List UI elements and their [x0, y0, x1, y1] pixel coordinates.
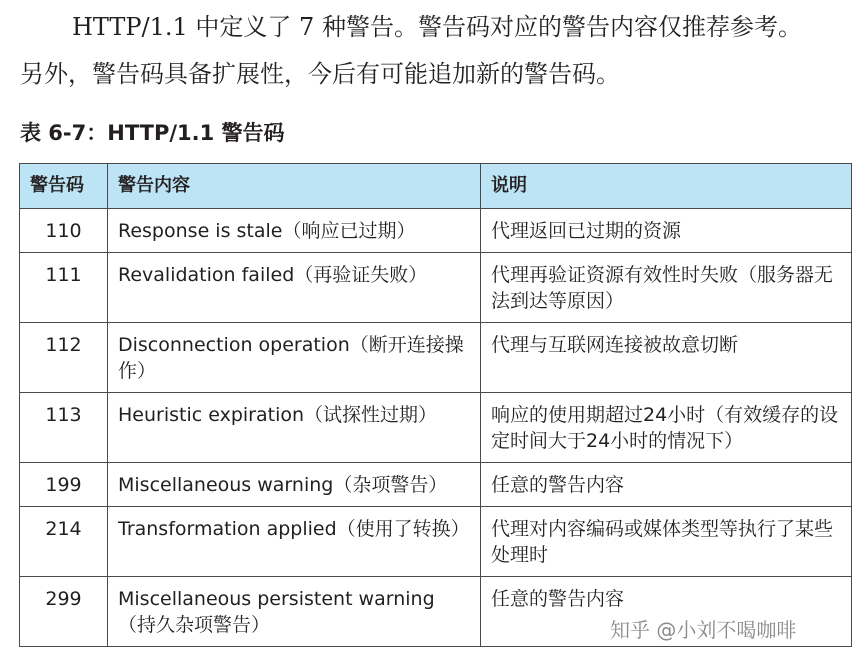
table-header-row — [20, 164, 852, 209]
intro-line-1: HTTP/1.1 中定义了 7 种警告。警告码对应的警告内容仅推荐参考。 — [72, 13, 802, 41]
warning-description-cell: 代理再验证资源有效性时失败（服务器无法到达等原因） — [481, 253, 852, 323]
warning-content-cell: Miscellaneous warning（杂项警告） — [108, 463, 481, 507]
warning-code-cell: 110 — [20, 209, 108, 253]
warning-code-table — [19, 163, 852, 647]
warning-code-cell: 112 — [20, 323, 108, 393]
warning-description-cell: 代理与互联网连接被故意切断 — [481, 323, 852, 393]
table-caption: 表 6-7：HTTP/1.1 警告码 — [20, 121, 285, 145]
table-row — [20, 323, 852, 393]
warning-content-cell: Response is stale（响应已过期） — [108, 209, 481, 253]
table-row — [20, 507, 852, 577]
warning-content-cell: Disconnection operation（断开连接操作） — [108, 323, 481, 393]
table-row — [20, 463, 852, 507]
warning-content-cell: Miscellaneous persistent warning（持久杂项警告） — [108, 577, 481, 647]
warning-description-cell: 任意的警告内容 — [481, 577, 852, 647]
warning-description-cell: 代理返回已过期的资源 — [481, 209, 852, 253]
intro-line-2: 另外，警告码具备扩展性，今后有可能追加新的警告码。 — [20, 60, 620, 88]
warning-code-cell: 111 — [20, 253, 108, 323]
warning-description-cell: 代理对内容编码或媒体类型等执行了某些处理时 — [481, 507, 852, 577]
warning-description-cell: 任意的警告内容 — [481, 463, 852, 507]
warning-code-cell: 113 — [20, 393, 108, 463]
warning-content-cell: Heuristic expiration（试探性过期） — [108, 393, 481, 463]
warning-description-cell: 响应的使用期超过24小时（有效缓存的设定时间大于24小时的情况下） — [481, 393, 852, 463]
header-code: 警告码 — [20, 164, 108, 209]
header-content: 警告内容 — [108, 164, 481, 209]
warning-content-cell: Transformation applied（使用了转换） — [108, 507, 481, 577]
header-description: 说明 — [481, 164, 852, 209]
warning-code-cell: 199 — [20, 463, 108, 507]
warning-code-cell: 214 — [20, 507, 108, 577]
table-row — [20, 253, 852, 323]
watermark: 知乎 @小刘不喝咖啡 — [604, 612, 802, 645]
intro-paragraph — [20, 4, 860, 98]
warning-content-cell: Revalidation failed（再验证失败） — [108, 253, 481, 323]
warning-code-cell: 299 — [20, 577, 108, 647]
table-row — [20, 209, 852, 253]
table-row — [20, 393, 852, 463]
